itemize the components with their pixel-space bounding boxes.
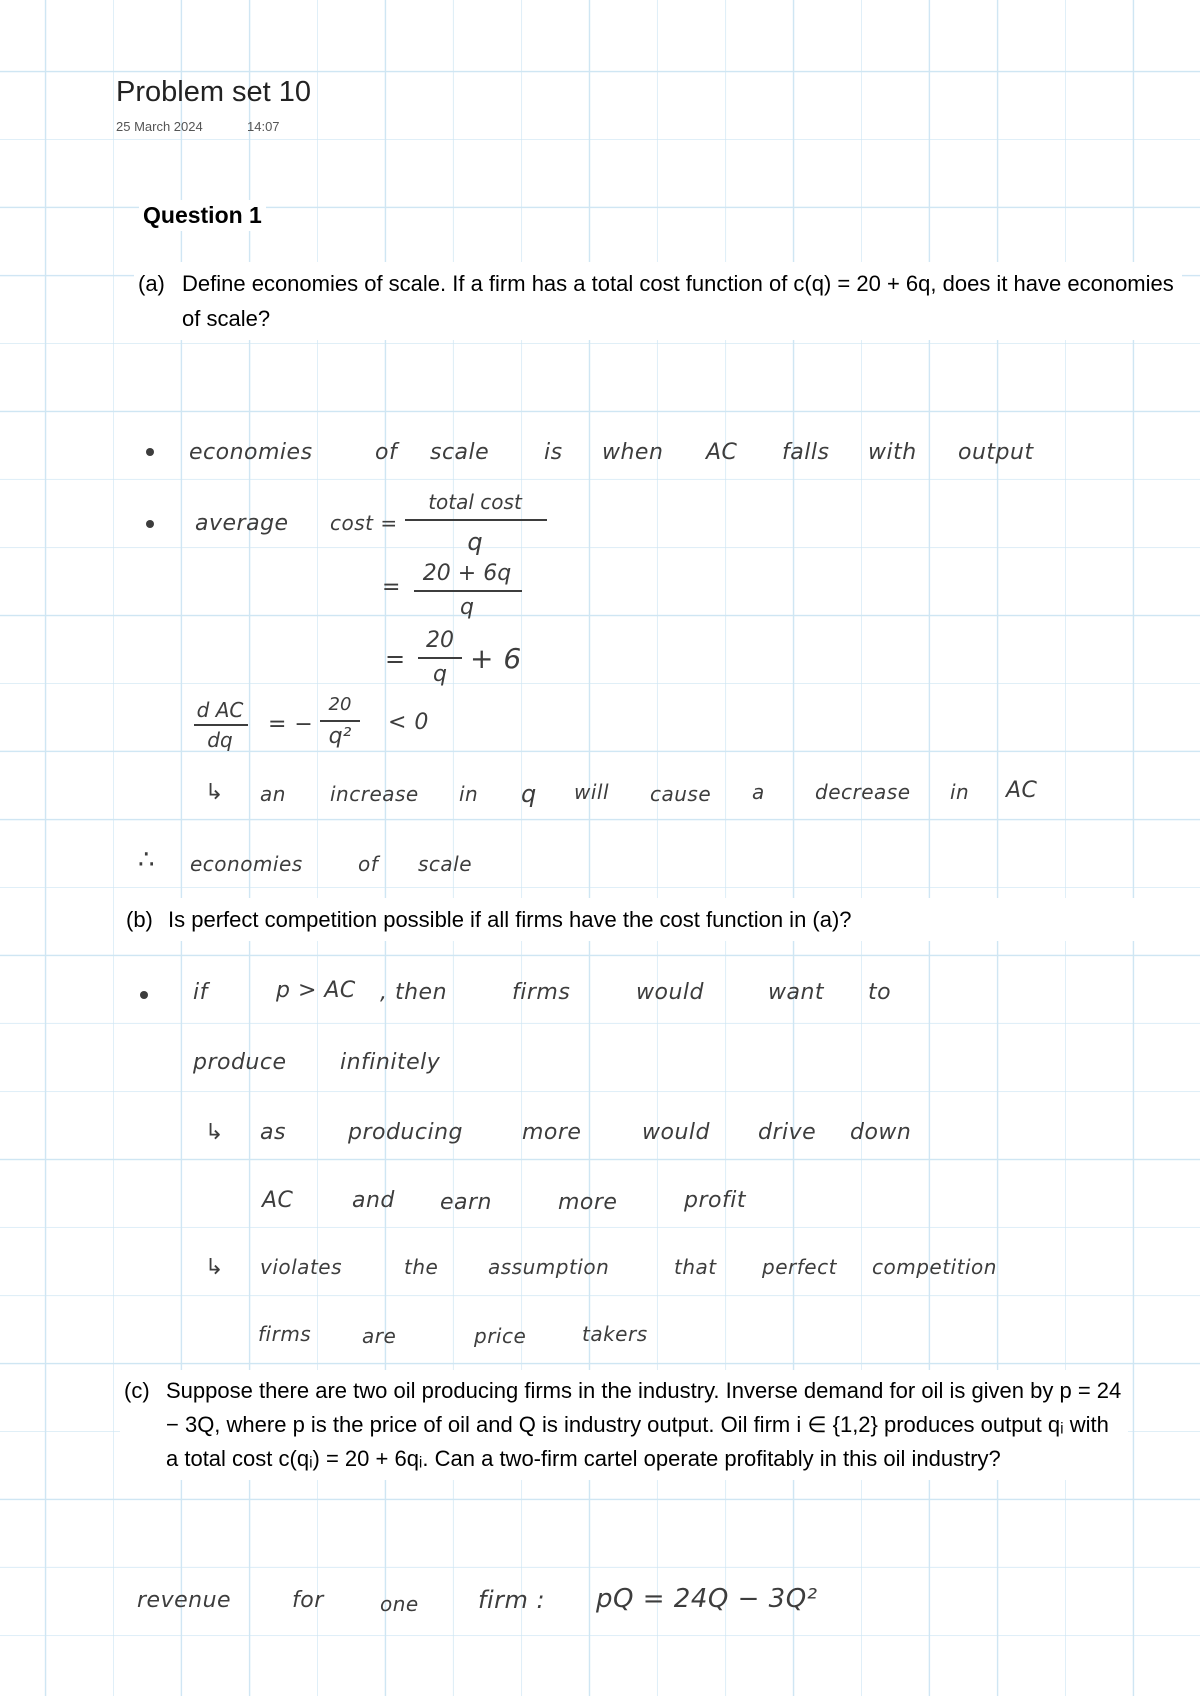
note-word: when <box>602 440 664 465</box>
note-word: p > AC <box>276 978 356 1003</box>
note-word: in <box>459 782 479 806</box>
page-time: 14:07 <box>247 119 280 134</box>
bullet <box>140 991 148 999</box>
note-word: competition <box>872 1255 997 1279</box>
bullet <box>146 448 154 456</box>
bullet <box>146 520 154 528</box>
question-b-text: Is perfect competition possible if all firms have the cost function in (a)? <box>168 907 852 932</box>
note-arrow: ↳ <box>205 1120 224 1145</box>
fraction-numerator: 20 <box>426 628 454 653</box>
fraction-bar <box>194 724 248 726</box>
note-word: increase <box>330 782 419 806</box>
fraction-denominator: q² <box>328 724 352 749</box>
note-word: takers <box>582 1322 648 1346</box>
note-word: want <box>768 980 825 1005</box>
note-word: of <box>358 852 379 876</box>
note-word: down <box>850 1120 912 1145</box>
note-word: drive <box>758 1120 817 1145</box>
note-word: and <box>352 1188 395 1213</box>
note-word: profit <box>684 1188 746 1213</box>
note-word: scale <box>418 852 473 876</box>
question-c <box>120 1370 1128 1480</box>
note-word: a <box>752 780 765 804</box>
question-c-label: (c) <box>124 1378 150 1403</box>
note-word: = − <box>268 712 314 737</box>
note-word: more <box>558 1190 618 1215</box>
question-heading: Question 1 <box>139 200 266 231</box>
note-word: cause <box>650 782 712 806</box>
fraction-denominator: q <box>460 595 474 620</box>
note-word: AC <box>1006 778 1038 803</box>
fraction-numerator: total cost <box>428 490 522 514</box>
note-word: output <box>958 440 1034 465</box>
fraction-numerator: 20 <box>328 694 352 715</box>
note-word: for <box>292 1588 324 1613</box>
note-word: will <box>574 780 610 804</box>
note-word: infinitely <box>340 1050 441 1075</box>
page-title: Problem set 10 <box>116 76 312 108</box>
question-b-label: (b) <box>126 907 153 932</box>
note-word: < 0 <box>388 710 429 735</box>
note-word: would <box>642 1120 710 1145</box>
note-word: earn <box>440 1190 493 1215</box>
question-a-text: Define economies of scale. If a firm has a total cost function of c(q) = 20 + 6q, does it have economies of scale? <box>182 271 1174 331</box>
note-word: that <box>674 1255 717 1279</box>
page-date: 25 March 2024 <box>116 119 203 134</box>
note-word: produce <box>193 1050 287 1075</box>
note-word: + 6 <box>470 642 522 675</box>
note-word: , then <box>380 980 448 1005</box>
note-word: if <box>193 980 208 1005</box>
note-word: AC <box>262 1188 294 1213</box>
note-word: would <box>636 980 704 1005</box>
question-a-label: (a) <box>138 271 165 296</box>
question-b <box>122 898 1190 941</box>
fraction-numerator: 20 + 6q <box>422 561 512 586</box>
fraction-denominator: q <box>467 528 483 556</box>
note-word: price <box>474 1324 527 1348</box>
note-word: revenue <box>137 1588 232 1613</box>
note-word: an <box>260 782 286 806</box>
note-word: q <box>521 780 537 808</box>
note-word: economies <box>190 852 303 876</box>
note-word: assumption <box>488 1255 610 1279</box>
note-word: decrease <box>815 780 911 804</box>
note-word: more <box>522 1120 582 1145</box>
note-word: firms <box>512 980 571 1005</box>
equals-sign: = <box>385 645 406 673</box>
therefore-symbol: ∴ <box>138 845 155 875</box>
derivative-numerator: d AC <box>196 698 244 722</box>
fraction-bar <box>320 720 360 722</box>
note-word: to <box>868 980 892 1005</box>
note-word: the <box>404 1255 439 1279</box>
note-word: one <box>380 1592 419 1616</box>
derivative-denominator: dq <box>207 728 233 752</box>
note-word: firms <box>258 1322 312 1346</box>
note-word: as <box>260 1120 286 1145</box>
note-word: violates <box>260 1255 343 1279</box>
fraction-denominator: q <box>433 662 447 687</box>
note-word: scale <box>430 440 490 465</box>
fraction-bar <box>405 519 547 521</box>
note-word: average <box>195 511 289 536</box>
question-c-text: Suppose there are two oil producing firms in the industry. Inverse demand for oil is given by p = 24 − 3Q, where p is the price of oil and Q is industry output. Oil firm i ∈ {1,2} produces output qᵢ with a total cost c(qᵢ) = 20 + 6qᵢ. Can a two-firm cartel operate profitably in this oil industry? <box>166 1378 1122 1471</box>
note-word: AC <box>706 440 738 465</box>
note-word: economies <box>189 440 313 465</box>
equals-sign: = <box>382 575 401 600</box>
note-word: cost = <box>330 511 398 535</box>
note-word: in <box>950 780 970 804</box>
note-word: is <box>544 440 563 465</box>
note-word: with <box>868 440 917 465</box>
note-word: are <box>362 1324 397 1348</box>
note-word: of <box>375 440 398 465</box>
note-word: producing <box>348 1120 463 1145</box>
note-word: firm : <box>478 1586 546 1614</box>
question-a <box>134 262 1182 340</box>
note-arrow: ↳ <box>205 780 224 805</box>
note-arrow: ↳ <box>205 1255 224 1280</box>
note-word: perfect <box>762 1255 837 1279</box>
fraction-bar <box>414 590 522 592</box>
fraction-bar <box>418 657 462 659</box>
note-word: pQ = 24Q − 3Q² <box>596 1584 818 1614</box>
note-word: falls <box>782 440 830 465</box>
